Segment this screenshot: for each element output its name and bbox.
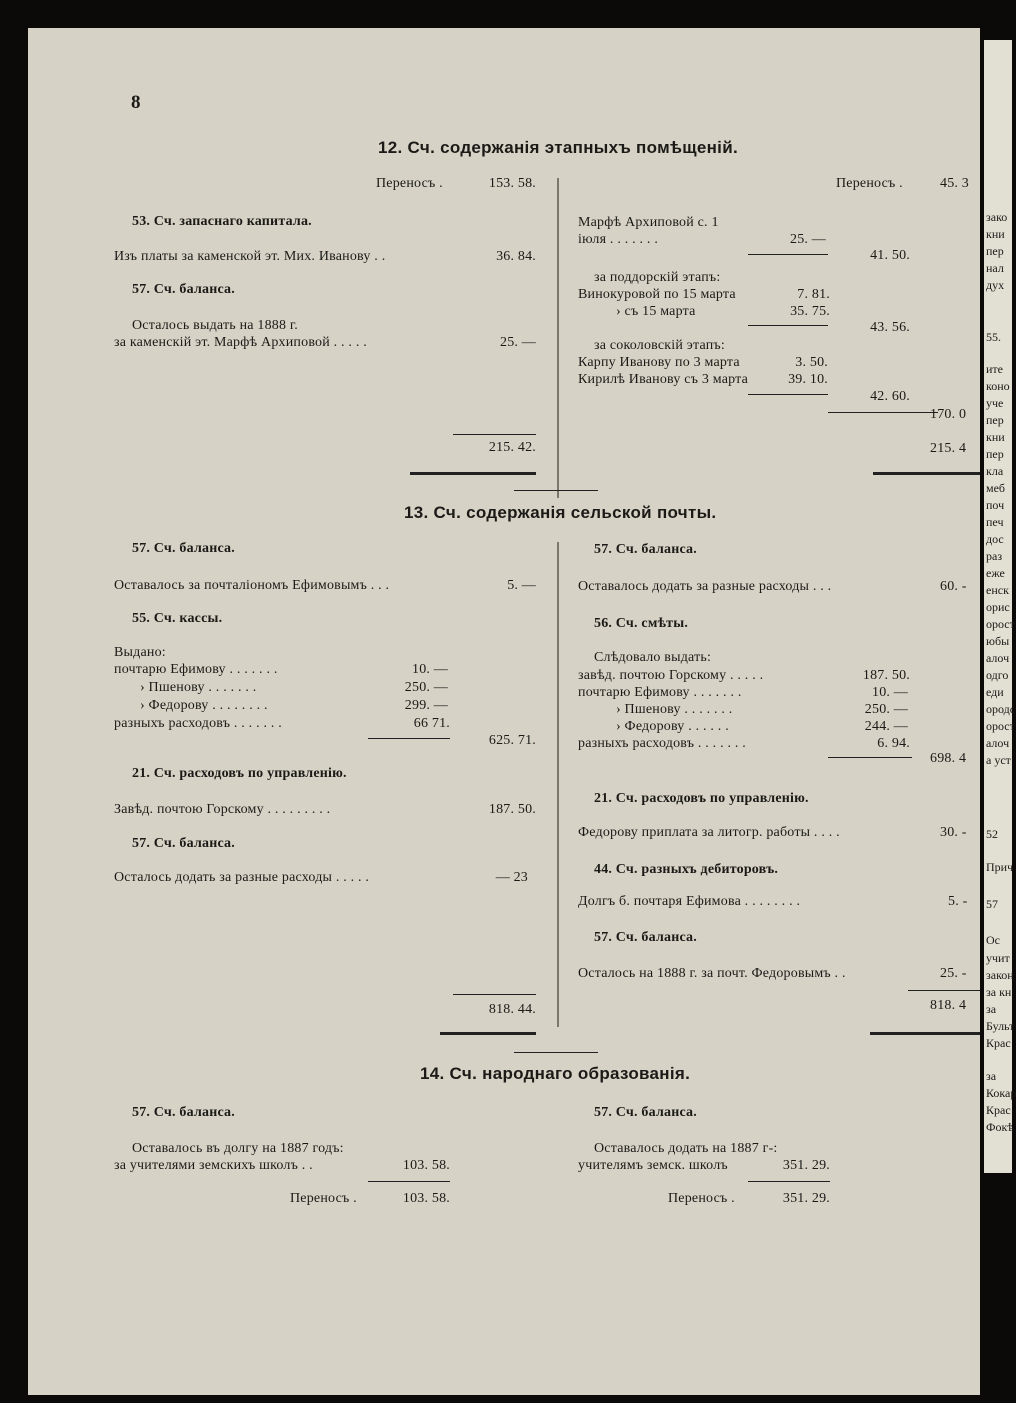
entry-value: 10. —: [872, 685, 908, 700]
sum-rule: [748, 1181, 830, 1182]
entry-label: Долгъ б. почтаря Ефимова . . . . . . . .: [578, 894, 801, 909]
subtotal-value: 698. 4: [930, 751, 967, 766]
sum-rule: [748, 394, 828, 395]
entry-label: Завѣд. почтою Горскому . . . . . . . . .: [114, 802, 331, 817]
section-rule: [410, 472, 536, 475]
carry-label: Переносъ .: [376, 176, 443, 191]
carry-value: 103. 58.: [402, 1191, 450, 1206]
entry-label: почтарю Ефимову . . . . . . .: [578, 685, 742, 700]
account-heading: 57. Сч. баланса.: [132, 836, 235, 851]
entry-label: › Федорову . . . . . . . .: [140, 698, 268, 713]
account-heading: 57. Сч. баланса.: [594, 930, 697, 945]
entry-label: Кирилѣ Иванову съ 3 марта: [578, 372, 749, 387]
section-12-title: 12. Сч. содержанія этапныхъ помѣщеній.: [378, 138, 738, 157]
page-number: 8: [131, 92, 141, 113]
sum-rule: [453, 434, 536, 435]
edge-fragment: кни: [986, 227, 1005, 241]
sum-rule: [368, 738, 450, 739]
edge-fragment: кла: [986, 464, 1004, 478]
entry-label: Карпу Иванову по 3 марта: [578, 355, 740, 370]
sum-rule: [828, 757, 912, 758]
sum-rule: [748, 254, 828, 255]
entry-value: 35. 75.: [790, 304, 830, 319]
edge-fragment: ите: [986, 362, 1003, 376]
edge-fragment: закон: [986, 968, 1014, 982]
entry-value: 3. 50.: [795, 355, 828, 370]
sum-rule: [908, 990, 980, 991]
edge-fragment: меб: [986, 481, 1006, 495]
edge-fragment: пер: [986, 447, 1004, 461]
account-heading: 55. Сч. кассы.: [132, 611, 223, 626]
section-total: 818. 44.: [488, 1002, 536, 1017]
entry-label: за соколовскій этапъ:: [594, 338, 725, 353]
edge-fragment: пер: [986, 244, 1004, 258]
edge-fragment: орост: [986, 617, 1015, 631]
carry-value: 153. 58.: [488, 176, 536, 191]
entry-label: за каменскій эт. Марфѣ Архиповой . . . . .: [114, 335, 367, 350]
entry-value: 250. —: [864, 702, 908, 717]
edge-fragment: нал: [986, 261, 1004, 275]
entry-value: 25. —: [790, 232, 826, 247]
edge-fragment: еже: [986, 566, 1005, 580]
entry-value: 30. -: [940, 825, 967, 840]
edge-fragment: дух: [986, 278, 1005, 292]
section-14-title: 14. Сч. народнаго образованія.: [420, 1064, 691, 1083]
edge-fragment: орис: [986, 600, 1010, 614]
edge-fragment: еди: [986, 685, 1004, 699]
edge-fragment: 55.: [986, 330, 1001, 344]
sum-rule: [453, 994, 536, 995]
column-divider: [557, 178, 559, 498]
ledger-page: [28, 28, 980, 1395]
section-total: 215. 4: [930, 441, 967, 456]
edge-fragment: Кокар: [986, 1086, 1016, 1100]
edge-fragment: алоч: [986, 651, 1010, 665]
entry-label: Слѣдовало выдать:: [594, 650, 712, 665]
entry-label: › съ 15 марта: [616, 304, 696, 319]
entry-value: 25. -: [940, 966, 967, 981]
entry-label: іюля . . . . . . .: [578, 232, 659, 247]
title-rule: [514, 1052, 598, 1053]
entry-value: 6. 94.: [877, 736, 910, 751]
entry-value: 299. —: [404, 698, 448, 713]
entry-label: Осталось на 1888 г. за почт. Федоровымъ . .: [578, 966, 846, 981]
entry-value: 36. 84.: [496, 249, 536, 264]
edge-fragment: уче: [986, 396, 1004, 410]
entry-label: за поддорскій этапъ:: [594, 270, 721, 285]
edge-fragment: за: [986, 1002, 997, 1016]
entry-value: 244. —: [864, 719, 908, 734]
entry-label: завѣд. почтою Горскому . . . . .: [578, 668, 764, 683]
carry-label: Переносъ .: [668, 1191, 735, 1206]
entry-value: — 23: [495, 870, 528, 885]
edge-fragment: енск: [986, 583, 1009, 597]
edge-fragment: пер: [986, 413, 1004, 427]
edge-fragment: юбы: [986, 634, 1010, 648]
section-rule: [873, 472, 980, 475]
account-heading: 57. Сч. баланса.: [594, 1105, 697, 1120]
sum-rule: [828, 412, 938, 413]
account-heading: 57. Сч. баланса.: [132, 541, 235, 556]
entry-value: 7. 81.: [797, 287, 830, 302]
adjacent-page-edge: [984, 40, 1016, 1173]
edge-fragment: зако: [986, 210, 1008, 224]
section-rule: [440, 1032, 536, 1035]
section-13-title: 13. Сч. содержанія сельской почты.: [404, 503, 717, 522]
entry-label: почтарю Ефимову . . . . . . .: [114, 662, 278, 677]
edge-fragment: поч: [986, 498, 1005, 512]
edge-fragment: ородс: [986, 702, 1016, 716]
edge-fragment: за: [986, 1069, 997, 1083]
entry-label: Осталось выдать на 1888 г.: [132, 318, 298, 333]
entry-label: Изъ платы за каменской эт. Мих. Иванову . .: [114, 249, 386, 264]
subtotal-value: 170. 0: [930, 407, 967, 422]
entry-label: Марфѣ Архиповой с. 1: [578, 215, 719, 230]
entry-value: 103. 58.: [402, 1158, 450, 1173]
entry-label: учителямъ земск. школъ: [578, 1158, 728, 1173]
sum-rule: [368, 1181, 450, 1182]
subtotal-value: 43. 56.: [870, 320, 910, 335]
entry-label: разныхъ расходовъ . . . . . . .: [114, 716, 282, 731]
entry-label: Выдано:: [114, 645, 166, 660]
entry-label: Федорову приплата за литогр. работы . . . .: [578, 825, 840, 840]
edge-fragment: одго: [986, 668, 1009, 682]
entry-value: 187. 50.: [488, 802, 536, 817]
subtotal-value: 41. 50.: [870, 248, 910, 263]
subtotal-value: 42. 60.: [870, 389, 910, 404]
entry-value: 250. —: [404, 680, 448, 695]
entry-label: Оставалось за почталіономъ Ефимовымъ . . .: [114, 578, 390, 593]
edge-fragment: Ос: [986, 933, 1000, 947]
edge-fragment: за кн: [986, 985, 1012, 999]
account-heading: 56. Сч. смѣты.: [594, 616, 689, 631]
sum-rule: [748, 325, 828, 326]
edge-fragment: коно: [986, 379, 1010, 393]
entry-value: 66 71.: [413, 716, 450, 731]
section-rule: [870, 1032, 980, 1035]
carry-label: Переносъ .: [290, 1191, 357, 1206]
entry-label: за учителями земскихъ школъ . .: [114, 1158, 313, 1173]
entry-label: Осталось додать за разные расходы . . . . .: [114, 870, 370, 885]
edge-fragment: Крас: [986, 1103, 1011, 1117]
entry-label: Оставалось додать на 1887 г-:: [594, 1141, 778, 1156]
section-total: 215. 42.: [488, 440, 536, 455]
entry-label: разныхъ расходовъ . . . . . . .: [578, 736, 746, 751]
section-total: 818. 4: [930, 998, 967, 1013]
subtotal-value: 625. 71.: [488, 733, 536, 748]
account-heading: 57. Сч. баланса.: [594, 542, 697, 557]
edge-fragment: Прич: [986, 860, 1014, 874]
entry-value: 351. 29.: [782, 1158, 830, 1173]
entry-label: Винокуровой по 15 марта: [578, 287, 736, 302]
entry-value: 187. 50.: [862, 668, 910, 683]
entry-label: › Пшенову . . . . . . .: [616, 702, 733, 717]
edge-fragment: Фокѣ: [986, 1120, 1014, 1134]
entry-label: › Пшенову . . . . . . .: [140, 680, 257, 695]
entry-label: › Федорову . . . . . .: [616, 719, 729, 734]
edge-fragment: Бульт: [986, 1019, 1015, 1033]
edge-fragment: раз: [986, 549, 1003, 563]
edge-fragment: печ: [986, 515, 1004, 529]
entry-value: 60. -: [940, 579, 967, 594]
edge-fragment: 52: [986, 827, 998, 841]
entry-value: 10. —: [412, 662, 448, 677]
account-heading: 53. Сч. запаснаго капитала.: [132, 214, 312, 229]
account-heading: 44. Сч. разныхъ дебиторовъ.: [594, 862, 779, 877]
carry-label: Переносъ .: [836, 176, 903, 191]
entry-label: Оставалось въ долгу на 1887 годъ:: [132, 1141, 344, 1156]
carry-value: 351. 29.: [782, 1191, 830, 1206]
entry-value: 5. -: [948, 894, 968, 909]
edge-fragment: кни: [986, 430, 1005, 444]
edge-fragment: 57: [986, 897, 998, 911]
account-heading: 57. Сч. баланса.: [132, 1105, 235, 1120]
account-heading: 57. Сч. баланса.: [132, 282, 235, 297]
edge-fragment: учит: [986, 951, 1010, 965]
account-heading: 21. Сч. расходовъ по управленію.: [594, 791, 809, 806]
edge-fragment: орост: [986, 719, 1015, 733]
column-divider: [557, 542, 559, 1027]
edge-fragment: алоч: [986, 736, 1010, 750]
edge-fragment: а уст: [986, 753, 1011, 767]
entry-value: 39. 10.: [788, 372, 828, 387]
entry-value: 25. —: [500, 335, 536, 350]
account-heading: 21. Сч. расходовъ по управленію.: [132, 766, 347, 781]
entry-label: Оставалось додать за разные расходы . . .: [578, 579, 832, 594]
edge-fragment: дос: [986, 532, 1004, 546]
carry-value: 45. 3: [940, 176, 969, 191]
edge-fragment: Крас: [986, 1036, 1011, 1050]
entry-value: 5. —: [507, 578, 536, 593]
title-rule: [514, 490, 598, 491]
